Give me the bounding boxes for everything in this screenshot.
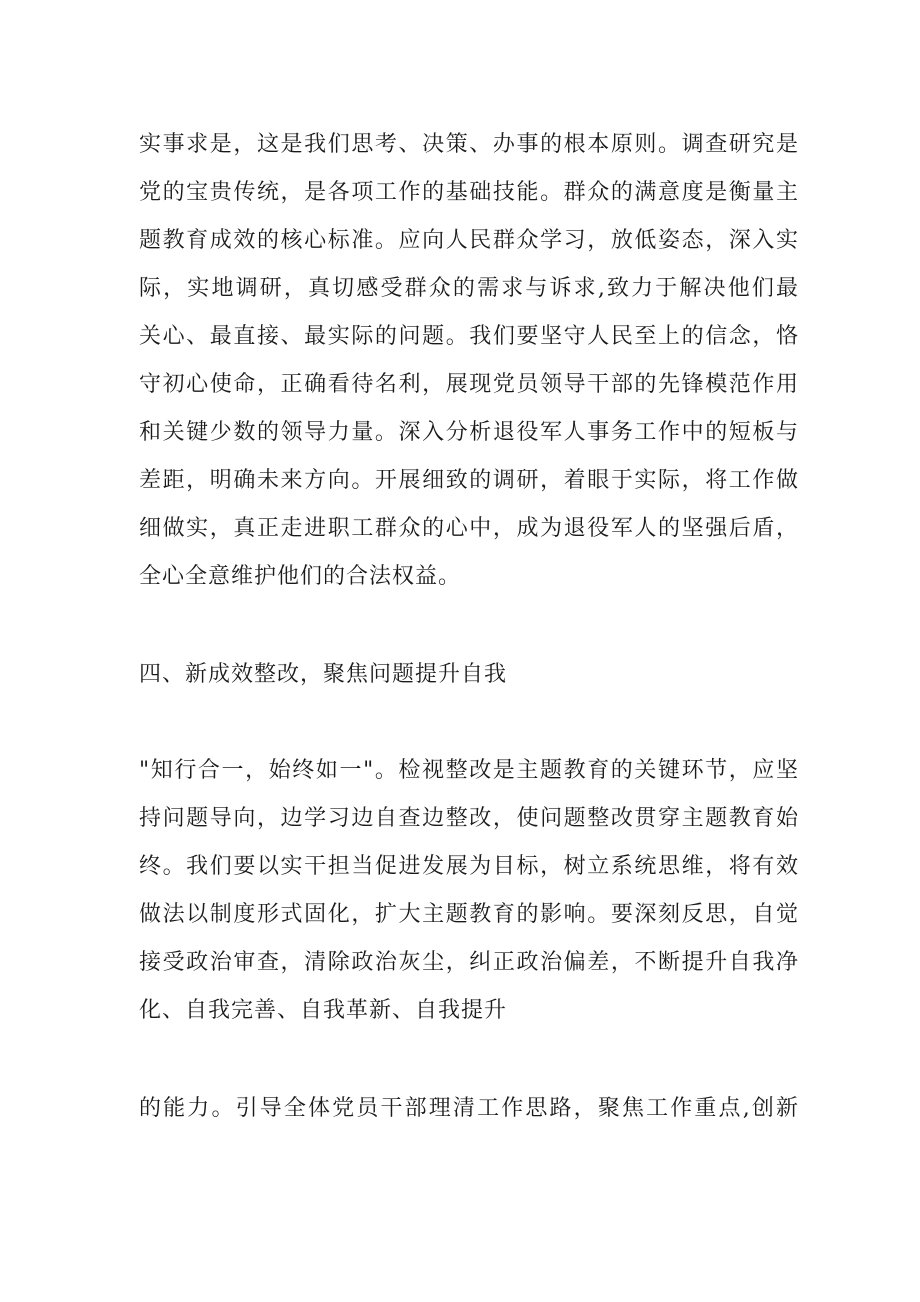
- paragraph-line: 差距，明确未来方向。开展细致的调研，着眼于实际，将工作做: [139, 468, 799, 493]
- paragraph-continuation: [139, 1085, 799, 1133]
- section-heading: [139, 651, 799, 699]
- paragraph-line: 接受政治审查，清除政治灰尘，纠正政治偏差，不断提升自我净: [139, 950, 799, 975]
- paragraph-line: 党的宝贵传统，是各项工作的基础技能。群众的满意度是衡量主: [139, 180, 799, 205]
- paragraph-research: [139, 121, 799, 601]
- paragraph-line: "知行合一，始终如一"。检视整改是主题教育的关键环节，应坚: [139, 758, 799, 783]
- paragraph-line: 际，实地调研，真切感受群众的需求与诉求,致力于解决他们最: [139, 276, 799, 301]
- paragraph-line: 持问题导向，边学习边自查边整改，使问题整改贯穿主题教育始: [139, 806, 799, 831]
- section-heading-text: 四、新成效整改，聚焦问题提升自我: [139, 662, 508, 687]
- paragraph-line: 和关键少数的领导力量。深入分析退役军人事务工作中的短板与: [139, 420, 799, 445]
- paragraph-line: 守初心使命，正确看待名利，展现党员领导干部的先锋模范作用: [139, 372, 799, 397]
- paragraph-line: 细做实，真正走进职工群众的心中，成为退役军人的坚强后盾，: [139, 516, 799, 541]
- paragraph-line: 关心、最直接、最实际的问题。我们要坚守人民至上的信念，恪: [139, 324, 799, 349]
- paragraph-line: 实事求是，这是我们思考、决策、办事的根本原则。调查研究是: [139, 132, 799, 157]
- paragraph-line: 全心全意维护他们的合法权益。: [139, 564, 462, 589]
- paragraph-rectification: [139, 747, 799, 1035]
- paragraph-line: 题教育成效的核心标准。应向人民群众学习，放低姿态，深入实: [139, 228, 799, 253]
- paragraph-line: 的能力。引导全体党员干部理清工作思路，聚焦工作重点,创新: [139, 1096, 799, 1121]
- paragraph-line: 做法以制度形式固化，扩大主题教育的影响。要深刻反思，自觉: [139, 902, 799, 927]
- paragraph-line: 化、自我完善、自我革新、自我提升: [139, 998, 508, 1023]
- paragraph-line: 终。我们要以实干担当促进发展为目标，树立系统思维，将有效: [139, 854, 799, 879]
